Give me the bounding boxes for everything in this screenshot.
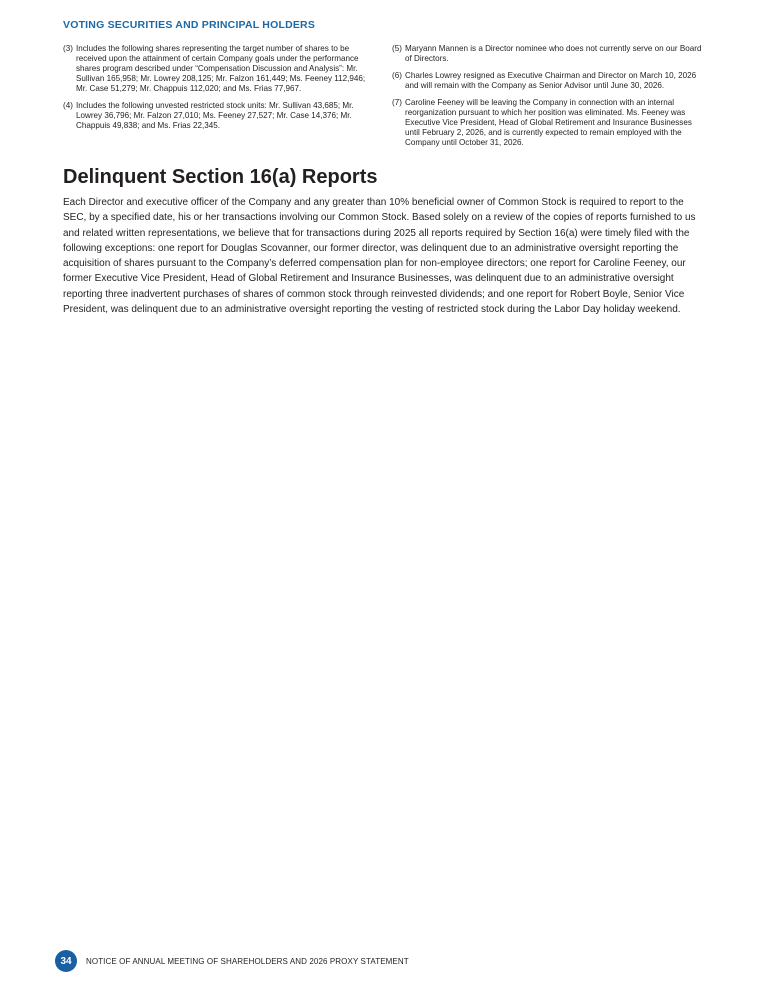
footnote-text: Includes the following shares representing the target number of shares to be received upon the attainment of certain Company goals under the performance shares program described under “Compensation Discussion and Analysis”: Mr. Sullivan 165,958; Mr. Lowrey 208,125; Mr. Falzon 161,449; Ms. Feeney 112,946; Mr. Case 51,279; Mr. Chappuis 112,020; and Ms. Frias 77,967. — [76, 44, 366, 93]
footnote-number: (7) — [392, 98, 402, 107]
footnote-text: Caroline Feeney will be leaving the Company in connection with an internal reorganization pursuant to which her position was eliminated. Ms. Feeney was Executive Vice President, Head of Global Retirement and Insurance Businesses until February 2, 2026, and is currently expected to remain employed with the Company until October 31, 2026. — [405, 98, 692, 147]
footnote-6 — [392, 71, 706, 91]
footnotes-left-column — [63, 44, 377, 155]
footnote-number: (6) — [392, 71, 402, 80]
footnote-4 — [63, 101, 377, 131]
section-header: VOTING SECURITIES AND PRINCIPAL HOLDERS — [63, 19, 316, 31]
footnote-number: (5) — [392, 44, 402, 53]
footnote-5 — [392, 44, 706, 64]
footnote-3 — [63, 44, 377, 94]
footnotes — [63, 44, 706, 155]
footer-text: NOTICE OF ANNUAL MEETING OF SHAREHOLDERS AND 2026 PROXY STATEMENT — [86, 956, 409, 966]
footnote-text: Charles Lowrey resigned as Executive Chairman and Director on March 10, 2026 and will remain with the Company as Senior Advisor until June 30, 2026. — [405, 71, 697, 90]
page-footer — [55, 950, 409, 972]
page-number-badge: 34 — [55, 950, 77, 972]
footnote-number: (3) — [63, 44, 73, 53]
footnote-number: (4) — [63, 101, 73, 110]
section-title: Delinquent Section 16(a) Reports — [63, 166, 378, 188]
footnote-text: Maryann Mannen is a Director nominee who does not currently serve on our Board of Directors. — [405, 44, 702, 63]
footnote-text: Includes the following unvested restricted stock units: Mr. Sullivan 43,685; Mr. Lowrey 36,796; Mr. Falzon 27,010; Ms. Feeney 27,527; Mr. Case 14,376; Mr. Chappuis 49,838; and Ms. Frias 22,345. — [76, 101, 354, 130]
footnotes-right-column — [392, 44, 706, 155]
footnote-7 — [392, 98, 706, 148]
section-body: Each Director and executive officer of the Company and any greater than 10% beneficial owner of Common Stock is required to report to the SEC, by a specified date, his or her transactions involving our Common Stock. Based solely on a review of the copies of reports furnished to us and related written representations, we believe that for transactions during 2025 all reports required by Section 16(a) were timely filed with the following exceptions: one report for Douglas Scovanner, our former director, was delinquent due to an administrative oversight reporting the acquisition of shares pursuant to the Company’s deferred compensation plan for non-employee directors; one report for Caroline Feeney, our former Executive Vice President, Head of Global Retirement and Insurance Businesses, was delinquent due to an administrative oversight reporting three inadvertent purchases of shares of common stock through reinvested dividends; and one report for Robert Boyle, Senior Vice President, was delinquent due to an administrative oversight reporting the vesting of restricted stock during the Labor Day holiday weekend. — [63, 197, 696, 316]
